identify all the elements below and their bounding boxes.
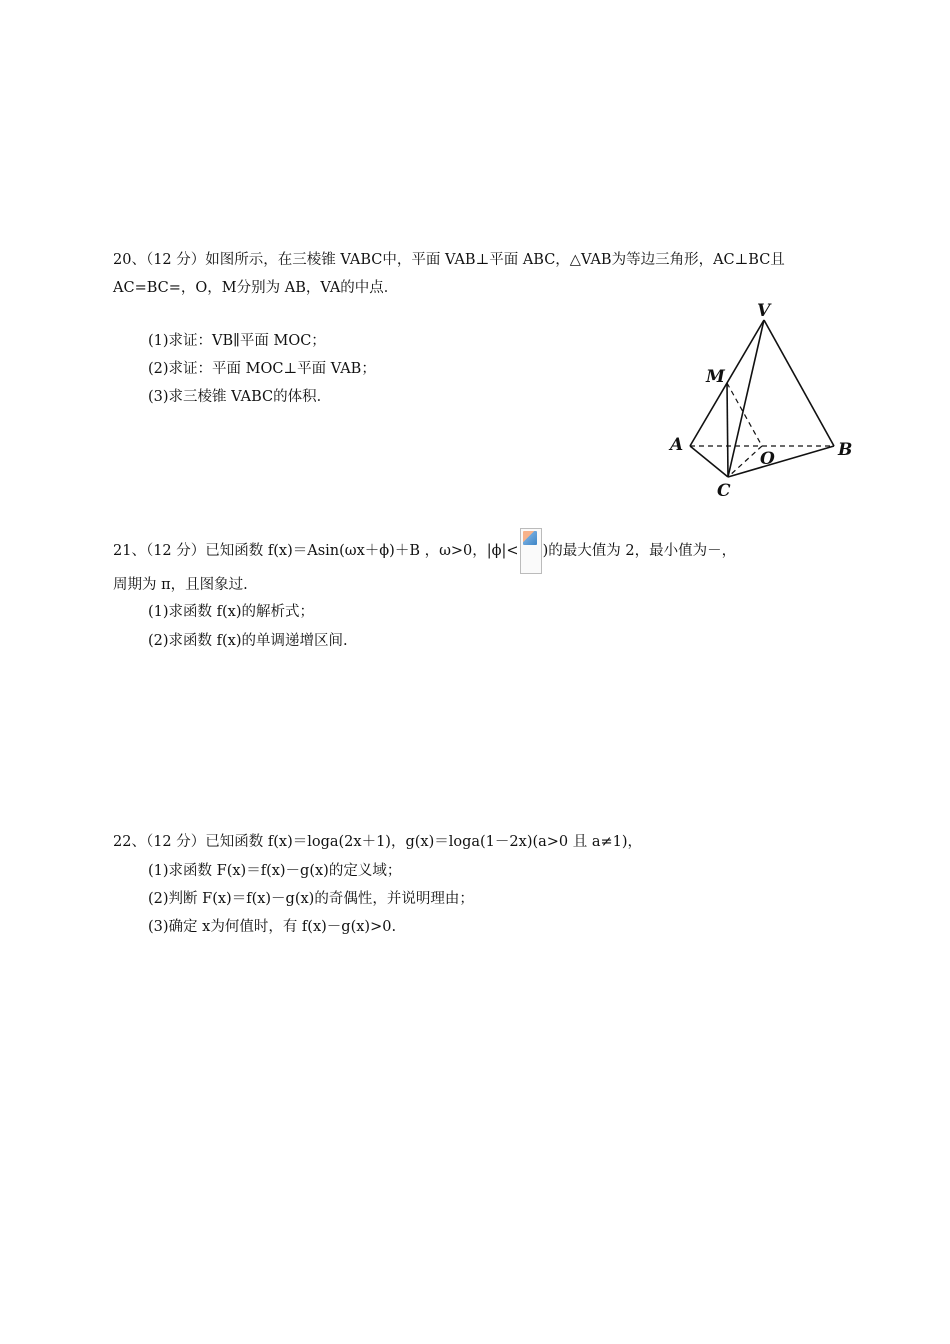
label-M: M [706, 367, 725, 387]
q21-stem-line2: 周期为 π，且图象过. [113, 577, 248, 593]
q22-item-2: (2)判断 F(x)＝f(x)－g(x)的奇偶性，并说明理由； [148, 891, 474, 907]
q20-item-2: (2)求证：平面 MOC⊥平面 VAB； [148, 361, 376, 377]
label-V: V [757, 301, 771, 321]
edge-VB [764, 320, 834, 446]
edge-VC [728, 320, 764, 477]
pyramid-figure [664, 298, 858, 502]
broken-image-icon [520, 528, 542, 574]
q21-stem-line1-after: )的最大值为 2，最小值为－， [542, 543, 737, 559]
label-C: C [717, 481, 731, 501]
q21-item-1: (1)求函数 f(x)的解析式； [148, 604, 315, 620]
q20-item-1: (1)求证：VB∥平面 MOC； [148, 333, 326, 349]
q22-item-3: (3)确定 x为何值时，有 f(x)－g(x)>0. [148, 919, 397, 935]
q21-stem-line1 [113, 528, 736, 574]
label-A: A [670, 435, 684, 455]
pyramid-diagram [664, 298, 858, 502]
edge-MC [727, 383, 728, 477]
q20-item-3: (3)求三棱锥 VABC的体积． [148, 389, 332, 405]
edge-MO-hidden [727, 383, 762, 446]
q21-stem-line1-before: 21、（12 分）已知函数 f(x)＝Asin(ωx＋ϕ)＋B ，ω>0，|ϕ|< [113, 543, 519, 559]
q22-item-1: (1)求函数 F(x)＝f(x)－g(x)的定义域； [148, 863, 402, 879]
label-O: O [760, 449, 775, 469]
q20-stem-line1: 20、（12 分）如图所示，在三棱锥 VABC中，平面 VAB⊥平面 ABC，△VAB为等边三角形，AC⊥BC且 [113, 252, 785, 268]
edge-CB [728, 446, 834, 477]
edge-AC [690, 446, 728, 477]
q22-stem-line1: 22、（12 分）已知函数 f(x)＝loga(2x＋1)，g(x)＝loga(1－2x)(a>0 且 a≠1)， [113, 834, 643, 850]
q20-stem-line2: AC=BC=，O，M分别为 AB，VA的中点． [113, 280, 399, 296]
image-placeholder-icon [523, 531, 537, 545]
label-B: B [838, 440, 853, 460]
q21-item-2: (2)求函数 f(x)的单调递增区间. [148, 633, 348, 649]
